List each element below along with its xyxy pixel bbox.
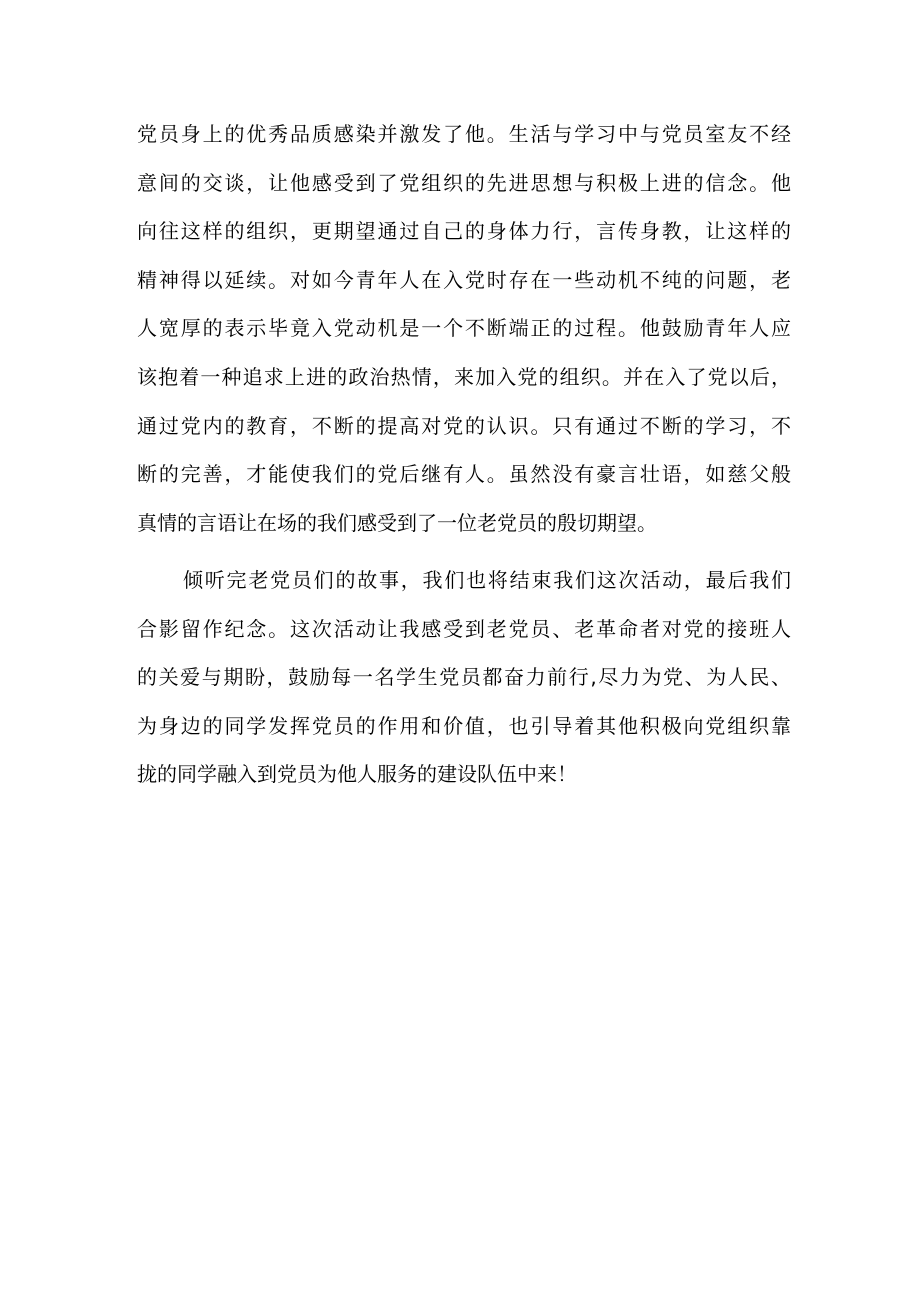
text-line: 为身边的同学发挥党员的作用和价值，也引导着其他积极向党组织靠: [137, 713, 791, 738]
text-line: 真情的言语让在场的我们感受到了一位老党员的殷切期望。: [137, 510, 657, 535]
text-line: 向往这样的组织，更期望通过自己的身体力行，言传身教，让这样的: [137, 219, 791, 244]
text-line: 该抱着一种追求上进的政治热情，来加入党的组织。并在入了党以后，: [137, 364, 791, 389]
text-line: 的关爱与期盼，鼓励每一名学生党员都奋力前行,尽力为党、为人民、: [137, 665, 791, 690]
text-line: 倾听完老党员们的故事，我们也将结束我们这次活动，最后我们: [183, 568, 791, 592]
paragraph-1: [137, 110, 791, 547]
text-line: 人宽厚的表示毕竟入党动机是一个不断端正的过程。他鼓励青年人应: [137, 316, 791, 341]
text-line: 合影留作纪念。这次活动让我感受到老党员、老革命者对党的接班人: [137, 616, 791, 641]
text-line: 党员身上的优秀品质感染并激发了他。生活与学习中与党员室友不经: [137, 122, 791, 146]
text-line: 断的完善，才能使我们的党后继有人。虽然没有豪言壮语，如慈父般: [137, 462, 791, 487]
paragraph-2: [137, 556, 791, 799]
text-line: 意间的交谈，让他感受到了党组织的先进思想与积极上进的信念。他: [137, 170, 791, 195]
text-line: 精神得以延续。对如今青年人在入党时存在一些动机不纯的问题，老: [137, 267, 791, 292]
text-line: 通过党内的教育，不断的提高对党的认识。只有通过不断的学习，不: [137, 413, 791, 438]
text-line: 拢的同学融入到党员为他人服务的建设队伍中来！: [137, 762, 577, 787]
